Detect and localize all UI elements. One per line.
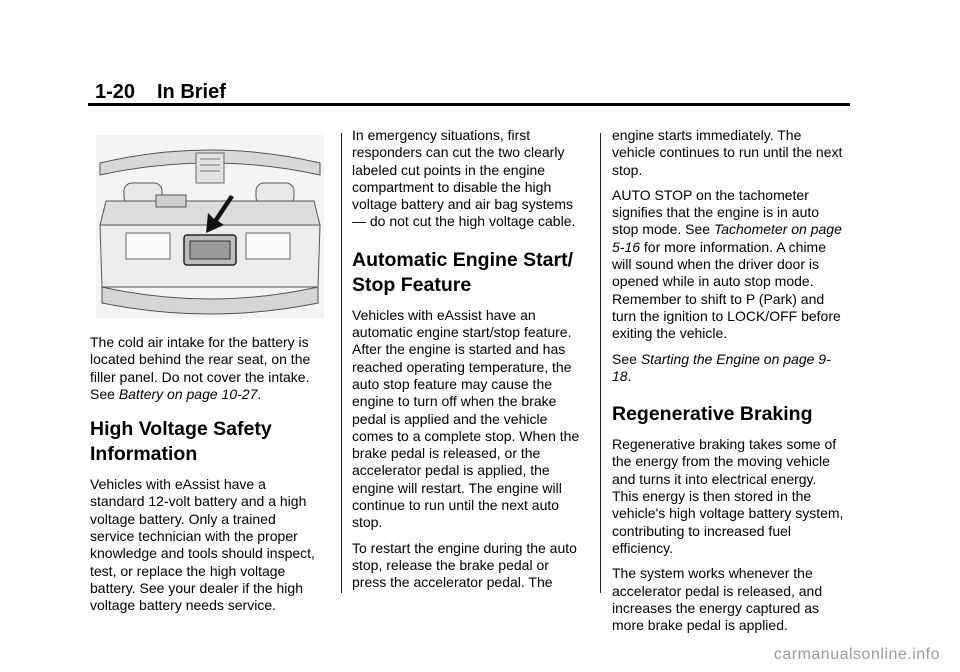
column-2: [352, 127, 584, 600]
page-number: 1-20: [95, 81, 136, 103]
trunk-battery-intake-illustration: [96, 135, 324, 318]
battery-intake-paragraph: The cold air intake for the battery is located behind the rear seat, on the filler panel. Do not cover the intake. See Battery on page 10-27.: [90, 334, 311, 402]
restart-paragraph: To restart the engine during the auto stop, release the brake pedal or press the accelerator pedal. The: [352, 539, 577, 591]
section-title: In Brief: [157, 81, 226, 103]
column-1: [90, 127, 322, 623]
heading-auto-start-stop: Automatic Engine Start/ Stop Feature: [352, 248, 574, 296]
trunk-illustration-svg: [96, 135, 324, 318]
battery-page-reference: Battery on page 10-27: [118, 385, 258, 402]
system-works-paragraph: The system works whenever the accelerator pedal is released, and increases the energy captured as more brake pedal is applied.: [612, 565, 823, 634]
heading-regenerative-braking: Regenerative Braking: [612, 403, 813, 426]
column-divider: [341, 133, 342, 593]
page-header: [95, 80, 226, 104]
starting-engine-page-reference: Starting the Engine on page 9-18: [612, 350, 831, 384]
regenerative-braking-paragraph: Regenerative braking takes some of the energy from the moving vehicle and turns it into electrical energy. This energy is then stored in the vehicle's high voltage battery system, contributing to increased fuel efficiency.: [612, 436, 844, 556]
watermark: carmanualsonline.info: [773, 646, 940, 663]
column-3: [612, 127, 844, 642]
heading-high-voltage-safety: High Voltage Safety Information: [90, 418, 272, 466]
tachometer-page-reference: Tachometer on page 5-16: [612, 221, 842, 255]
auto-stop-tachometer-paragraph: AUTO STOP on the tachometer signifies that the engine is in auto stop mode. See Tachometer on page 5-16 for more information. A chime will sound when the driver door is opened while in auto stop mode. Remember to shift to P (Park) and turn the ignition to LOCK/OFF before exiting the vehicle.: [612, 186, 842, 342]
header-rule: [88, 103, 850, 106]
see-starting-engine-paragraph: See Starting the Engine on page 9-18.: [612, 350, 831, 384]
auto-start-stop-paragraph: Vehicles with eAssist have an automatic engine start/stop feature. After the engine is started and has reached operating temperature, the auto stop feature may cause the engine to turn off when the brake pedal is applied and the vehicle comes to a complete stop. When the brake pedal is released, or the accelerator pedal is applied, the engine will restart. The engine will continue to run until the next auto stop.: [352, 306, 580, 531]
high-voltage-paragraph: Vehicles with eAssist have a standard 12-volt battery and a high voltage battery. Only a trained service technician with the proper knowledge and tools should inspect, test, or replace the high voltage battery. See your dealer if the high voltage battery needs service.: [90, 476, 315, 614]
column-divider: [600, 133, 601, 593]
engine-starts-paragraph: engine starts immediately. The vehicle continues to run until the next stop.: [612, 127, 843, 178]
emergency-paragraph: In emergency situations, first responders can cut the two clearly labeled cut points in the engine compartment to disable the high voltage battery and air bag systems — do not cut the high voltage cable.: [352, 127, 576, 230]
